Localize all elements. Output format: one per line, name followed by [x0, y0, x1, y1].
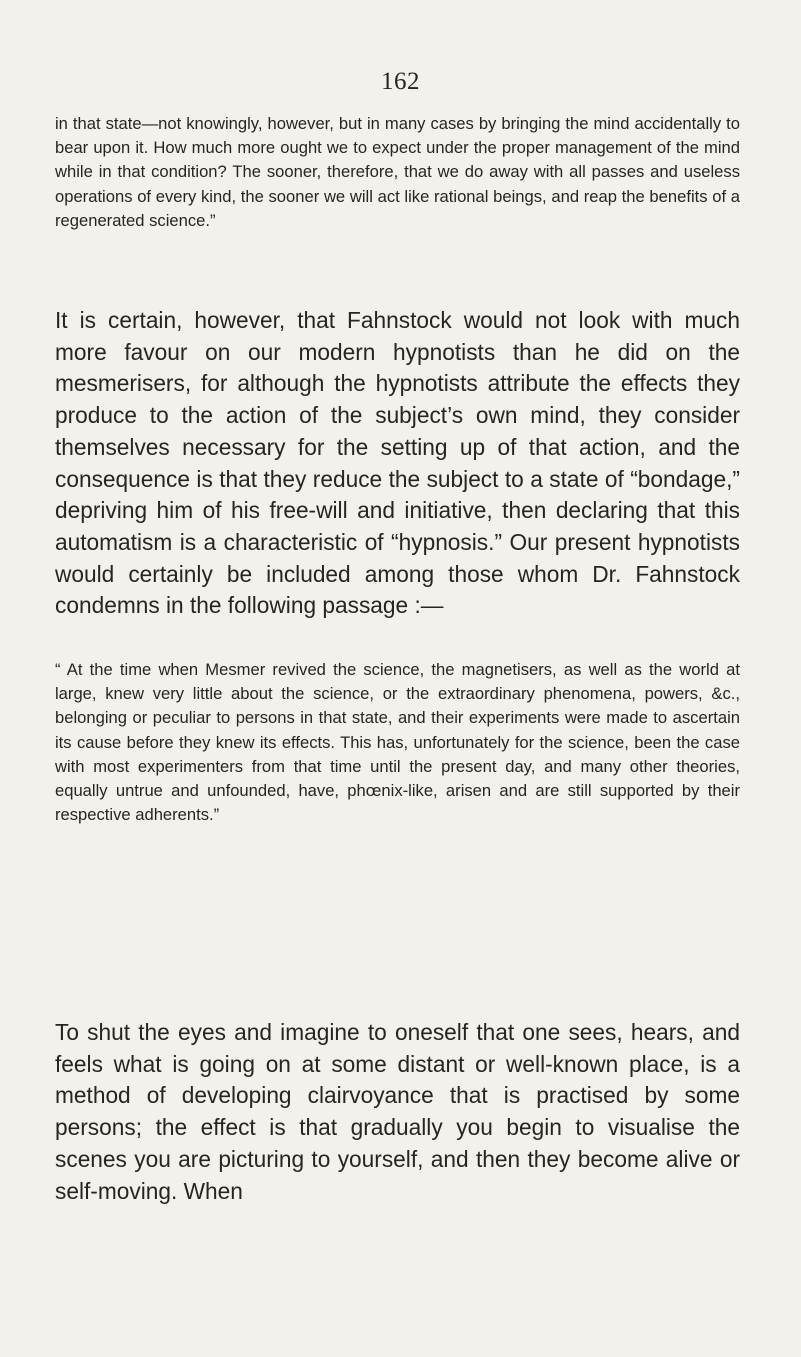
page-number: 162: [381, 68, 420, 95]
quote-continuation: in that state—not knowingly, however, but in many cases by bringing the mind accidentally to bear upon it. How much more ought we to expect under the proper management of the mind while in that condition? The sooner, therefore, that we do away with all passes and useless operations of every kind, the sooner we will act like rational beings, and reap the benefits of a regenerated science.”: [55, 114, 740, 230]
block-quote-mesmer: “ At the time when Mesmer revived the science, the magnetisers, as well as the world at large, knew very little about the science, or the extraordinary phenomena, powers, &c., belonging or peculiar to persons in that state, and their experiments were made to ascertain its cause before they knew its effects. This has, unfortunately for the science, been the case with most experimenters from that time until the present day, and many other theories, equally untrue and unfounded, have, phœnix-like, arisen and are still supported by their respective adherents.”: [55, 660, 740, 825]
body-paragraph-fahnstock: It is certain, however, that Fahnstock would not look with much more favour on our modern hypnotists than he did on the mesmerisers, for although the hypnotists attribute the effects they produce to the action of the subject’s own mind, they consider themselves necessary for the setting up of that action, and the consequence is that they reduce the subject to a state of “bondage,” depriving him of his free-will and initiative, then declaring that this automatism is a characteristic of “hypnosis.” Our present hypnotists would certainly be included among those whom Dr. Fahnstock condemns in the following passage :—: [55, 307, 740, 619]
body-paragraph-clairvoyance: To shut the eyes and imagine to oneself that one sees, hears, and feels what is going on at some distant or well-known place, is a method of developing clairvoyance that is practised by some persons; the effect is that gradually you begin to visualise the scenes you are picturing to yourself, and then they become alive or self-moving. When: [55, 1019, 740, 1204]
